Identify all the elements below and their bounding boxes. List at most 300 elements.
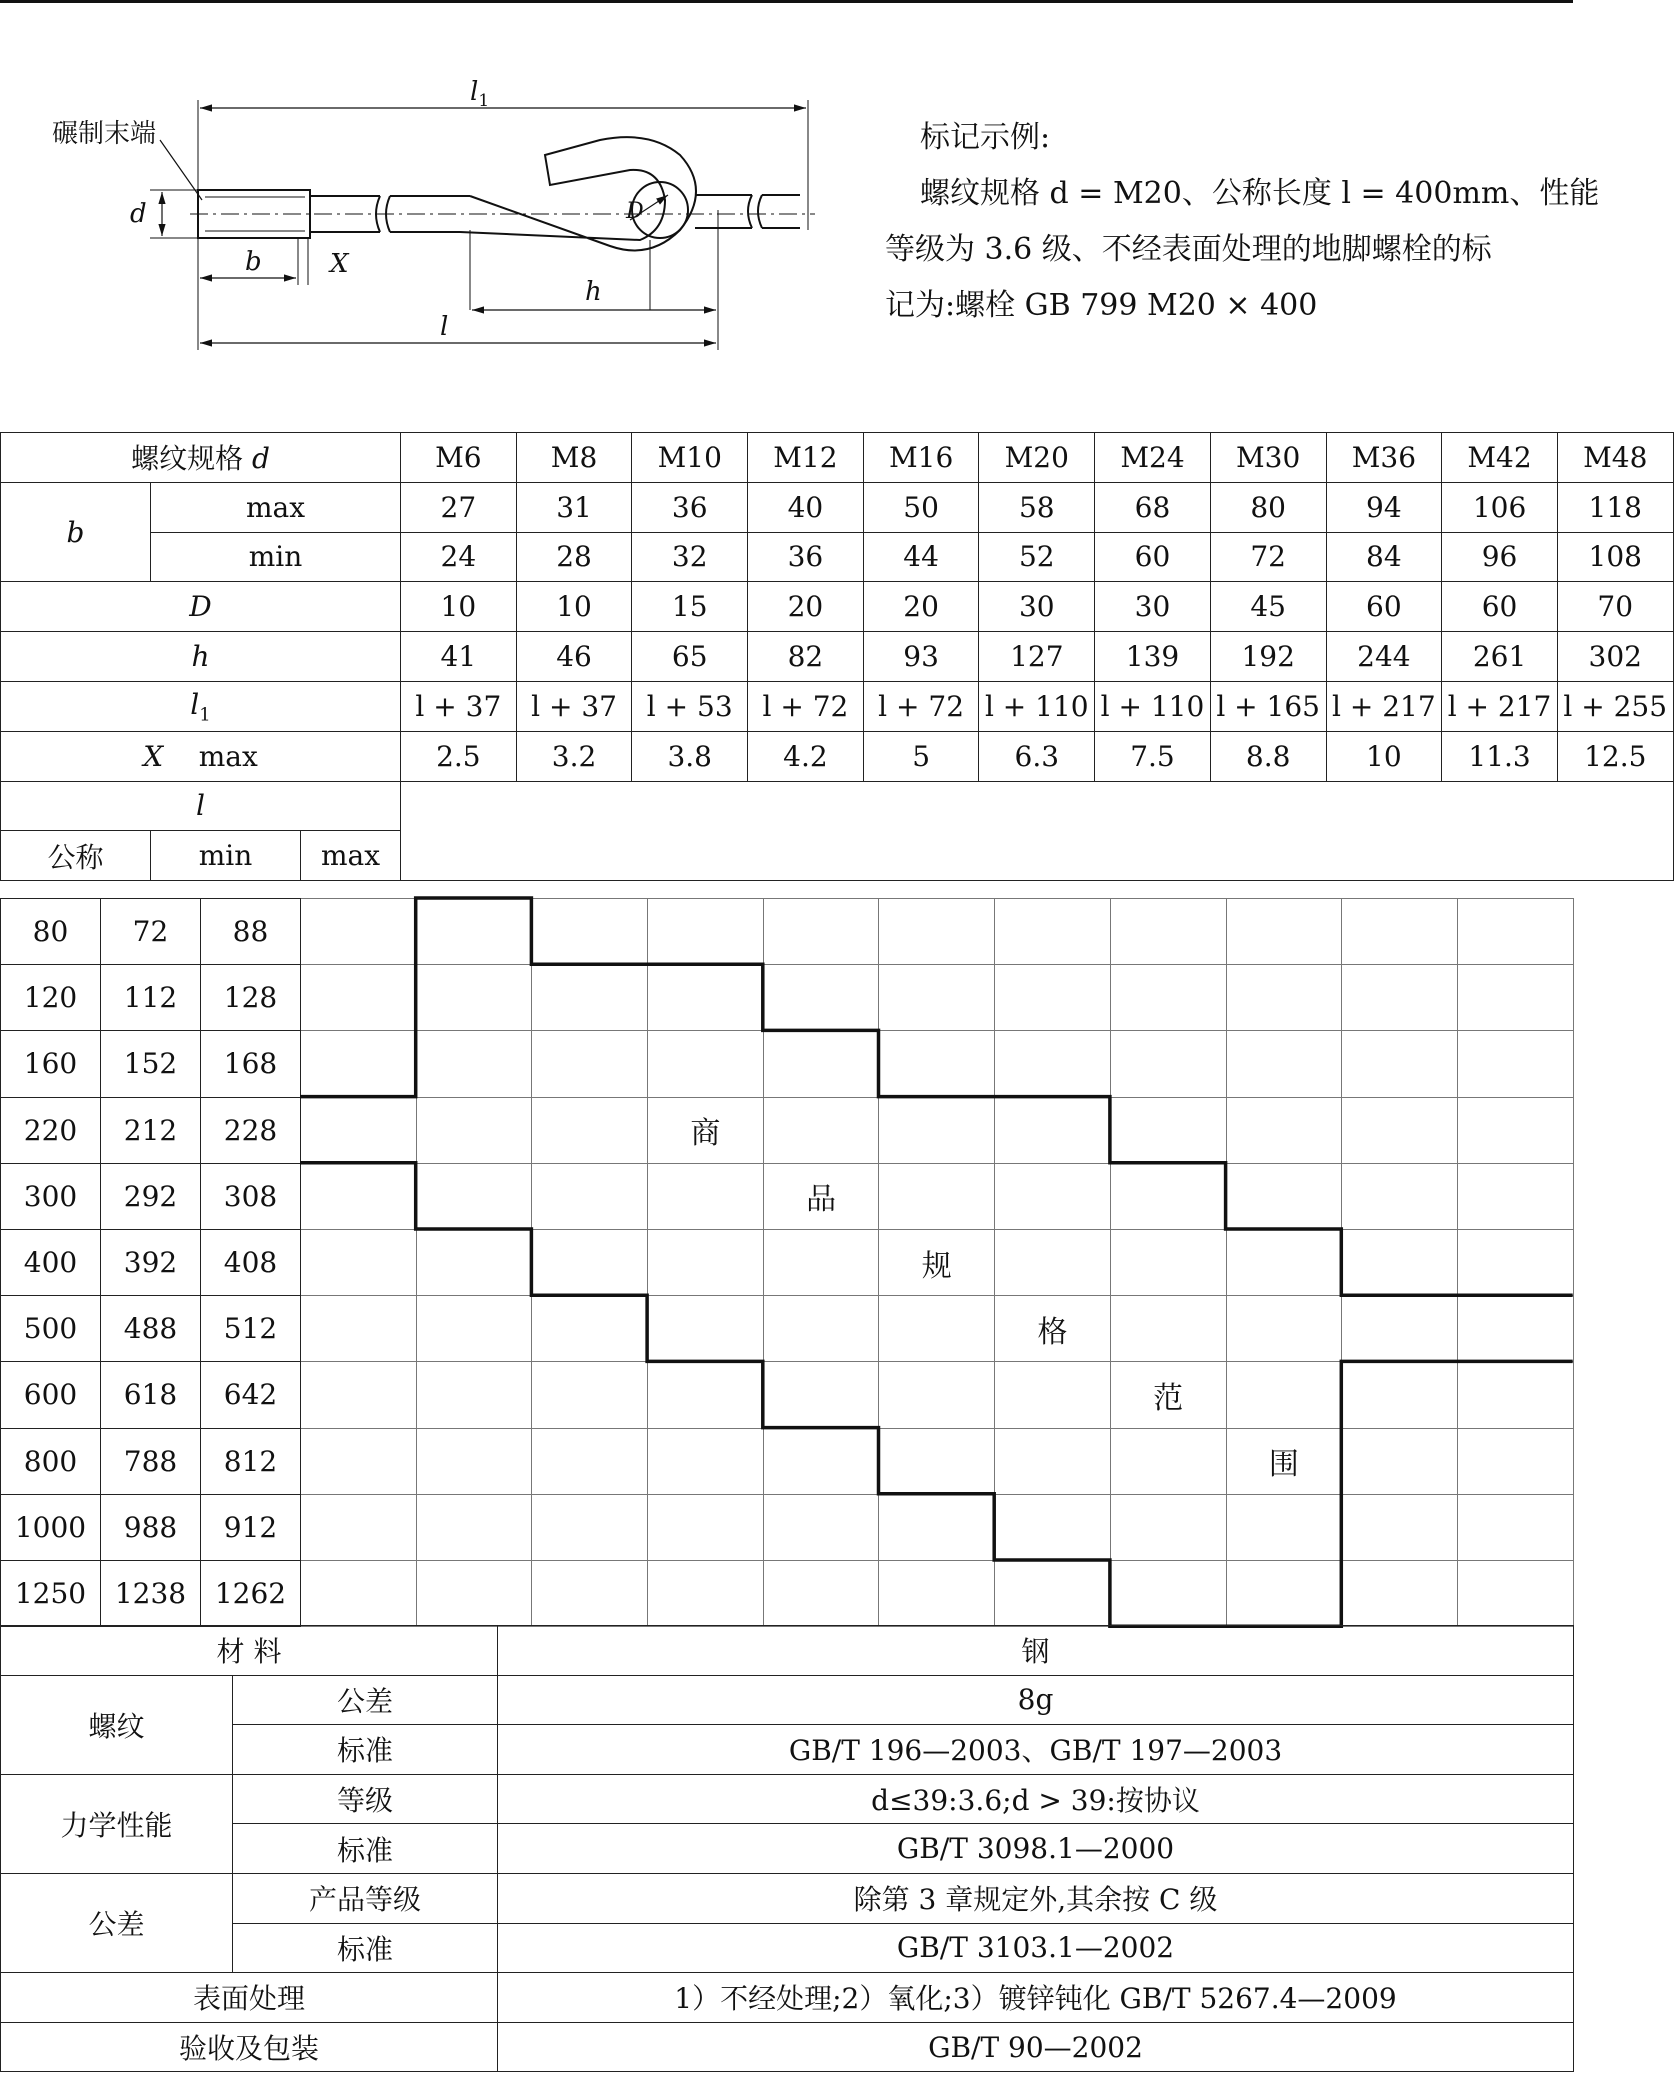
range-cell [879,1362,995,1428]
range-cell [763,1362,879,1428]
range-cell [1110,1229,1226,1295]
h-cell: 46 [516,632,632,682]
X-cell: 5 [863,731,979,781]
max-length-cell: 642 [201,1362,301,1428]
marking-line-2: 等级为 3.6 级、不经表面处理的地脚螺栓的标 [885,232,1492,267]
max-length-cell: 228 [201,1097,301,1163]
size-cell: M48 [1557,433,1673,483]
range-cell [879,1494,995,1560]
range-cell [648,1428,764,1494]
range-cell [995,1031,1111,1097]
nominal-length-cell: 300 [1,1163,101,1229]
range-cell [416,1163,532,1229]
range-cell [1457,1428,1573,1494]
D-cell: 60 [1442,582,1558,632]
range-cell [416,1229,532,1295]
b-min-cell: 72 [1210,532,1326,582]
D-cell: 60 [1326,582,1442,632]
acceptance-value: GB/T 90—2002 [498,2022,1574,2072]
range-label-char: 品 [763,1163,879,1229]
l1-cell: l + 53 [632,681,748,731]
X-cell: 12.5 [1557,731,1673,781]
size-cell: M12 [748,433,864,483]
range-cell [648,1560,764,1626]
anchor-bolt-drawing [0,60,830,360]
min-length-cell: 1238 [101,1560,201,1626]
range-cell [416,1362,532,1428]
range-cell [1110,1097,1226,1163]
thread-standard-value: GB/T 196—2003、GB/T 197—2003 [498,1725,1574,1775]
min-label: min [151,831,301,881]
dim-l-label: l [440,312,449,342]
range-cell [301,1229,417,1295]
b-min-cell: 60 [1095,532,1211,582]
range-cell [1457,1362,1573,1428]
min-length-cell: 72 [101,899,201,965]
thread-label: 螺纹 [1,1675,233,1774]
range-cell [1342,965,1458,1031]
thread-tolerance-row [1,1675,1574,1725]
mech-standard-label: 标准 [233,1824,498,1874]
h-cell: 139 [1095,632,1211,682]
D-cell: 20 [748,582,864,632]
X-cell: 3.8 [632,731,748,781]
range-cell [648,1031,764,1097]
range-cell [301,1494,417,1560]
range-cell [532,1097,648,1163]
length-row [1,1031,1574,1097]
range-cell [879,1163,995,1229]
h-label: h [1,632,401,682]
b-max-label: max [151,482,401,532]
properties-table [0,1625,1574,2072]
range-cell [648,965,764,1031]
range-cell [301,1031,417,1097]
X-cell: 4.2 [748,731,864,781]
l1-cell: l + 37 [401,681,517,731]
X-label [1,731,401,781]
tolerance-standard-row [1,1923,1574,1973]
max-length-cell: 308 [201,1163,301,1229]
range-cell [416,899,532,965]
max-length-cell: 88 [201,899,301,965]
X-cell: 2.5 [401,731,517,781]
nominal-length-cell: 220 [1,1097,101,1163]
range-cell [763,1296,879,1362]
length-grid [0,898,1574,1627]
mech-label: 力学性能 [1,1774,233,1873]
range-cell [416,1031,532,1097]
range-cell [879,1031,995,1097]
range-cell [301,1163,417,1229]
range-cell [301,1428,417,1494]
b-max-cell: 50 [863,482,979,532]
range-cell [1110,1031,1226,1097]
l1-cell: l + 72 [748,681,864,731]
product-grade-value: 除第 3 章规定外,其余按 C 级 [498,1873,1574,1923]
range-cell [879,899,995,965]
range-cell [1110,965,1226,1031]
h-cell: 244 [1326,632,1442,682]
length-row [1,1560,1574,1626]
range-cell [1226,1163,1342,1229]
range-cell [301,1560,417,1626]
range-cell [1457,1229,1573,1295]
X-cell: 6.3 [979,731,1095,781]
mech-grade-row [1,1774,1574,1824]
nominal-length-cell: 80 [1,899,101,965]
l1-label [1,681,401,731]
range-cell [1342,1428,1458,1494]
min-length-cell: 292 [101,1163,201,1229]
b-min-cell: 52 [979,532,1095,582]
b-max-cell: 80 [1210,482,1326,532]
dim-l1-label [470,77,489,111]
marking-example [885,110,1600,334]
length-row [1,899,1574,965]
range-cell [648,899,764,965]
range-cell [763,1428,879,1494]
max-length-cell: 168 [201,1031,301,1097]
min-length-cell: 488 [101,1296,201,1362]
nominal-label: 公称 [1,831,151,881]
blank-header-area [401,781,1674,881]
size-cell: M6 [401,433,517,483]
b-min-label: min [151,532,401,582]
l1-label-text: l [190,687,200,721]
range-cell [995,1163,1111,1229]
size-cell: M10 [632,433,748,483]
range-cell [763,1560,879,1626]
range-cell [1110,1163,1226,1229]
h-cell: 302 [1557,632,1673,682]
range-cell [763,1097,879,1163]
range-cell [1457,1031,1573,1097]
max-label: max [301,831,401,881]
size-cell: M30 [1210,433,1326,483]
range-cell [1110,899,1226,965]
range-label-char: 规 [879,1229,995,1295]
X-cell: 8.8 [1210,731,1326,781]
max-length-cell: 812 [201,1428,301,1494]
range-cell [648,1362,764,1428]
length-row [1,1494,1574,1560]
length-row [1,1163,1574,1229]
range-cell [1342,1163,1458,1229]
range-cell [1342,1362,1458,1428]
l1-cell: l + 110 [1095,681,1211,731]
range-label-char: 格 [995,1296,1111,1362]
min-length-cell: 618 [101,1362,201,1428]
D-cell: 10 [516,582,632,632]
range-cell [1226,965,1342,1031]
range-cell [532,1494,648,1560]
b-min-cell: 32 [632,532,748,582]
D-cell: 10 [401,582,517,632]
l1-cell: l + 217 [1326,681,1442,731]
range-cell [763,899,879,965]
dim-x-label: X [330,249,349,279]
range-cell [532,1163,648,1229]
X-max-label: max [198,739,258,773]
thread-standard-row [1,1725,1574,1775]
range-cell [1457,1163,1573,1229]
dim-D-label: D [626,199,644,224]
rolled-end-label: 碾制末端 [52,119,157,149]
b-max-cell: 40 [748,482,864,532]
size-cell: M36 [1326,433,1442,483]
product-grade-row [1,1873,1574,1923]
length-row [1,1296,1574,1362]
range-cell [1226,1494,1342,1560]
range-cell [763,1494,879,1560]
h-cell: 93 [863,632,979,682]
range-cell [995,1560,1111,1626]
tolerance-label: 公差 [1,1873,233,1972]
range-cell [879,965,995,1031]
range-cell [416,1428,532,1494]
D-row [1,582,1674,632]
nominal-length-cell: 600 [1,1362,101,1428]
b-min-cell: 108 [1557,532,1673,582]
range-cell [995,1494,1111,1560]
length-row [1,1097,1574,1163]
max-length-cell: 128 [201,965,301,1031]
surface-label: 表面处理 [1,1973,498,2023]
range-cell [1457,1494,1573,1560]
b-min-cell: 36 [748,532,864,582]
range-cell [648,1494,764,1560]
mech-grade-label: 等级 [233,1774,498,1824]
b-min-cell: 84 [1326,532,1442,582]
length-row [1,1229,1574,1295]
range-cell [995,1097,1111,1163]
material-label: 材 料 [1,1626,498,1676]
l-label: l [1,781,401,831]
range-label-char: 围 [1226,1428,1342,1494]
b-max-row [1,482,1674,532]
marking-line-1: 螺纹规格 d = M20、公称长度 l = 400mm、性能 [920,176,1600,211]
range-cell [1457,1097,1573,1163]
spec-table [0,432,1674,881]
dim-b-label: b [245,247,262,277]
range-cell [1110,1428,1226,1494]
material-row [1,1626,1574,1676]
range-cell [1226,1229,1342,1295]
range-cell [532,965,648,1031]
nominal-length-cell: 160 [1,1031,101,1097]
range-cell [879,1428,995,1494]
range-cell [1457,899,1573,965]
range-cell [995,1362,1111,1428]
b-min-cell: 44 [863,532,979,582]
range-cell [301,965,417,1031]
h-cell: 192 [1210,632,1326,682]
range-cell [301,1362,417,1428]
dim-l1-text: l [470,77,479,107]
top-rule [0,0,1573,3]
range-cell [1457,1560,1573,1626]
b-max-cell: 31 [516,482,632,532]
b-min-cell: 96 [1442,532,1558,582]
range-cell [648,1163,764,1229]
D-cell: 15 [632,582,748,632]
range-cell [648,1229,764,1295]
l1-label-sub: 1 [199,704,211,726]
range-cell [1226,1031,1342,1097]
b-min-row [1,532,1674,582]
size-cell: M16 [863,433,979,483]
range-cell [1457,1296,1573,1362]
l1-cell: l + 255 [1557,681,1673,731]
tolerance-standard-label: 标准 [233,1923,498,1973]
range-cell [1342,1494,1458,1560]
range-cell [1342,1296,1458,1362]
D-cell: 70 [1557,582,1673,632]
X-cell: 11.3 [1442,731,1558,781]
X-cell: 10 [1326,731,1442,781]
max-length-cell: 912 [201,1494,301,1560]
range-cell [1457,965,1573,1031]
range-cell [532,1362,648,1428]
range-cell [532,1229,648,1295]
range-cell [1110,1560,1226,1626]
range-cell [1342,1229,1458,1295]
range-cell [416,1296,532,1362]
range-cell [995,1428,1111,1494]
X-row [1,731,1674,781]
range-cell [879,1097,995,1163]
mech-standard-value: GB/T 3098.1—2000 [498,1824,1574,1874]
range-cell [301,1097,417,1163]
thread-standard-label: 标准 [233,1725,498,1775]
l1-cell: l + 72 [863,681,979,731]
h-cell: 41 [401,632,517,682]
range-cell [1226,1296,1342,1362]
min-length-cell: 152 [101,1031,201,1097]
min-length-cell: 988 [101,1494,201,1560]
min-length-cell: 212 [101,1097,201,1163]
X-cell: 3.2 [516,731,632,781]
range-cell [763,1031,879,1097]
surface-row [1,1973,1574,2023]
range-cell [416,965,532,1031]
length-row [1,965,1574,1031]
range-cell [416,1560,532,1626]
D-cell: 20 [863,582,979,632]
l1-cell: l + 217 [1442,681,1558,731]
b-max-cell: 118 [1557,482,1673,532]
b-label: b [1,482,151,582]
marking-title: 标记示例: [920,120,1051,155]
acceptance-row [1,2022,1574,2072]
b-min-cell: 24 [401,532,517,582]
product-grade-label: 产品等级 [233,1873,498,1923]
range-cell [1226,1097,1342,1163]
l1-cell: l + 110 [979,681,1095,731]
b-max-cell: 106 [1442,482,1558,532]
nominal-length-cell: 120 [1,965,101,1031]
nominal-length-cell: 400 [1,1229,101,1295]
b-max-cell: 68 [1095,482,1211,532]
range-cell [763,965,879,1031]
range-cell [301,1296,417,1362]
size-cell: M20 [979,433,1095,483]
min-length-cell: 112 [101,965,201,1031]
size-cell: M24 [1095,433,1211,483]
l-header-row [1,781,1674,831]
length-row [1,1362,1574,1428]
range-cell [1226,1560,1342,1626]
D-cell: 30 [979,582,1095,632]
X-cell: 7.5 [1095,731,1211,781]
range-cell [532,1428,648,1494]
h-row [1,632,1674,682]
max-length-cell: 512 [201,1296,301,1362]
range-cell [532,899,648,965]
thread-spec-header: 螺纹规格 d [1,433,401,483]
range-cell [995,1229,1111,1295]
marking-line-3: 记为:螺栓 GB 799 M20 × 400 [885,288,1318,323]
min-length-cell: 392 [101,1229,201,1295]
range-cell [763,1229,879,1295]
h-cell: 65 [632,632,748,682]
material-value: 钢 [498,1626,1574,1676]
range-cell [648,1296,764,1362]
nominal-length-cell: 800 [1,1428,101,1494]
range-cell [995,965,1111,1031]
thread-tolerance-label: 公差 [233,1675,498,1725]
h-cell: 261 [1442,632,1558,682]
thread-tolerance-value: 8g [498,1675,1574,1725]
nominal-length-cell: 1000 [1,1494,101,1560]
size-cell: M42 [1442,433,1558,483]
range-cell [301,899,417,965]
range-cell [1342,1031,1458,1097]
range-cell [532,1296,648,1362]
range-cell [879,1296,995,1362]
size-row [1,433,1674,483]
nominal-length-cell: 1250 [1,1560,101,1626]
b-max-cell: 36 [632,482,748,532]
range-cell [1110,1296,1226,1362]
D-label: D [1,582,401,632]
dim-l1-subscript: 1 [478,91,490,111]
range-cell [1226,899,1342,965]
range-cell [995,899,1111,965]
size-cell: M8 [516,433,632,483]
D-cell: 30 [1095,582,1211,632]
max-length-cell: 408 [201,1229,301,1295]
dim-h-label: h [585,277,602,307]
b-max-cell: 27 [401,482,517,532]
nominal-length-cell: 500 [1,1296,101,1362]
mech-standard-row [1,1824,1574,1874]
D-cell: 45 [1210,582,1326,632]
h-cell: 82 [748,632,864,682]
b-max-cell: 94 [1326,482,1442,532]
l1-cell: l + 37 [516,681,632,731]
range-cell [879,1560,995,1626]
mech-grade-value: d≤39:3.6;d > 39:按协议 [498,1774,1574,1824]
tolerance-standard-value: GB/T 3103.1—2002 [498,1923,1574,1973]
surface-value: 1）不经处理;2）氧化;3）镀锌钝化 GB/T 5267.4—2009 [498,1973,1574,2023]
range-cell [1342,899,1458,965]
range-label-char: 商 [648,1097,764,1163]
range-cell [1342,1560,1458,1626]
acceptance-label: 验收及包装 [1,2022,498,2072]
min-length-cell: 788 [101,1428,201,1494]
